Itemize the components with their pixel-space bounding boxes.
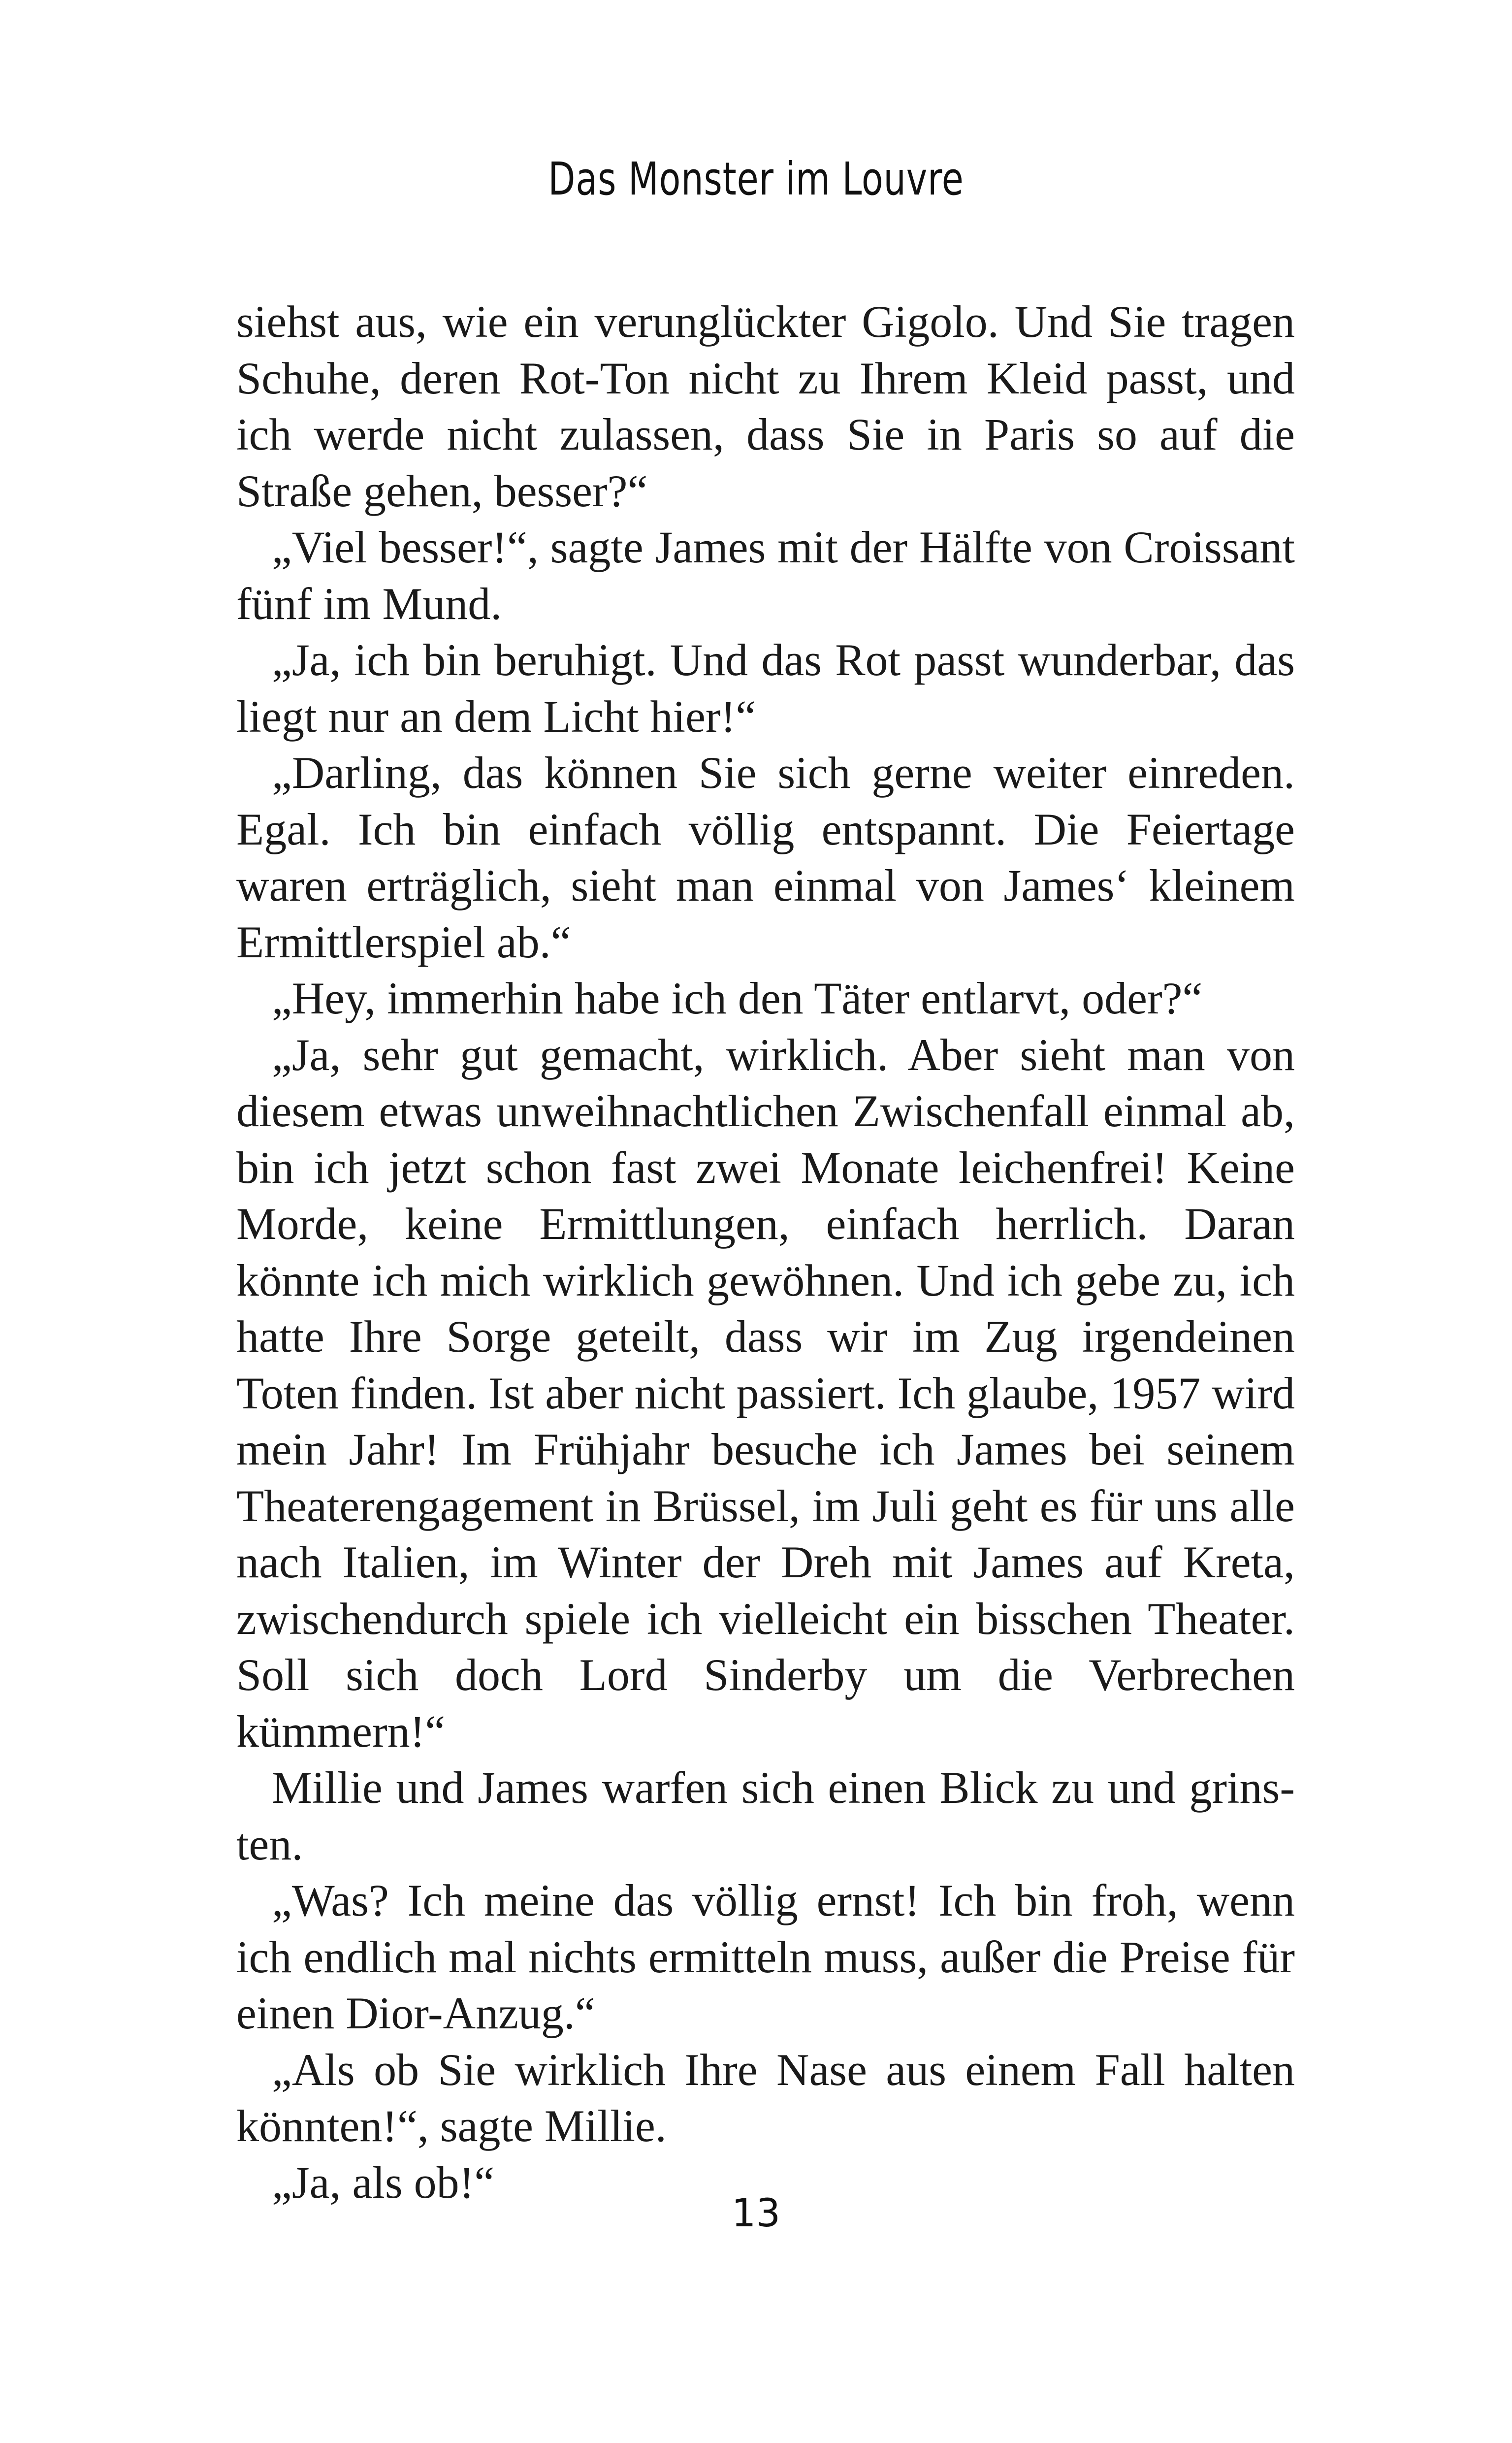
paragraph: „Darling, das können Sie sich gerne weiter einreden. Egal. Ich bin einfach völlig entspannt. Die Feiertage waren erträglich, sieht man einmal von James‘ kleinem Ermittlerspiel ab.“ (236, 748, 1295, 967)
body-text (236, 293, 1295, 2211)
paragraph: „Ja, als ob!“ (272, 2157, 495, 2208)
paragraph: „Was? Ich meine das völlig ernst! Ich bin froh, wenn ich endlich mal nichts ermitteln muss, außer die Preise für einen Dior-Anzug.“ (236, 1875, 1295, 2038)
paragraph: „Als ob Sie wirklich Ihre Nase aus einem Fall halten könnten!“, sagte Millie. (236, 2044, 1295, 2151)
paragraph: siehst aus, wie ein verunglückter Gigolo. Und Sie tragen Schuhe, deren Rot-Ton nicht zu Ihrem Kleid passt, und ich werde nicht zulassen, dass Sie in Paris so auf die Straße gehen, besser?“ (236, 296, 1295, 516)
page-number: 13 (731, 2191, 781, 2236)
paragraph: „Hey, immerhin habe ich den Täter entlarvt, oder?“ (272, 973, 1203, 1023)
paragraph: „Ja, ich bin beruhigt. Und das Rot passt wunderbar, das liegt nur an dem Licht hier!“ (236, 635, 1295, 742)
running-header: Das Monster im Louvre (548, 153, 964, 205)
paragraph: „Viel besser!“, sagte James mit der Hälfte von Croissant fünf im Mund. (236, 522, 1295, 629)
paragraph: „Ja, sehr gut gemacht, wirklich. Aber sieht man von diesem etwas unweihnachtlichen Zwischenfall einmal ab, bin ich jetzt schon fast zwei Monate leichenfrei! Keine Morde, keine Ermittlungen, einfach herrlich. Daran könnte ich mich wirklich gewöhnen. Und ich gebe zu, ich hatte Ihre Sorge geteilt, dass wir im Zug irgendeinen Toten finden. Ist aber nicht passiert. Ich glaube, 1957 wird mein Jahr! Im Frühjahr besuche ich James bei seinem Theaterengagement in Brüssel, im Juli geht es für uns alle nach Italien, im Winter der Dreh mit James auf Kreta, zwischendurch spiele ich vielleicht ein bisschen Theater. Soll sich doch Lord Sinderby um die Verbrechen kümmern!“ (236, 1029, 1295, 1757)
paragraph: Millie und James warfen sich einen Blick zu und grinsten. (236, 1762, 1295, 1869)
